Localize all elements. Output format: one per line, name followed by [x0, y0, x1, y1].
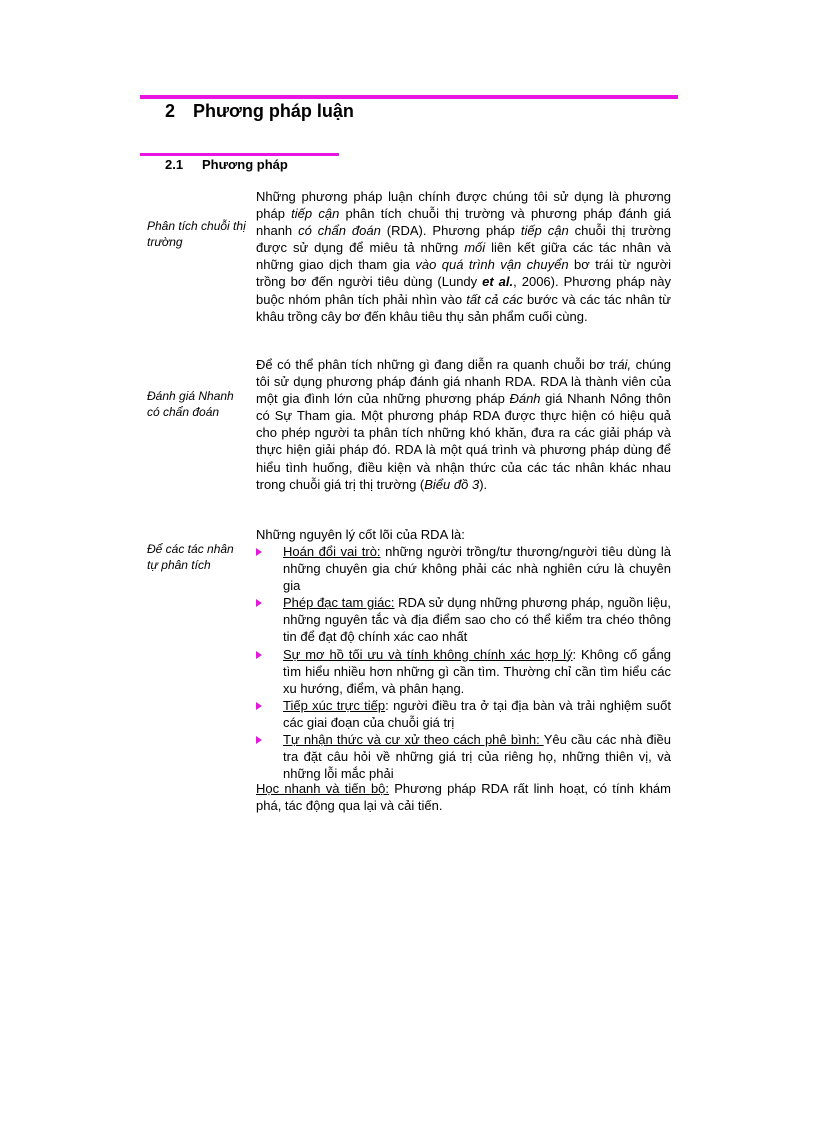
principle-term: Tự nhận thức và cư xử theo cách phê bình:: [283, 732, 544, 748]
subsection-number: 2.1: [165, 157, 184, 172]
section-title: Phương pháp luận: [193, 101, 354, 121]
section-number: 2: [165, 101, 176, 121]
bullet-arrow-icon: [256, 548, 262, 556]
principles-list: [256, 543, 671, 782]
paragraph-market-chain: Những phương pháp luận chính được chúng tôi sử dụng là phương pháp tiếp cận phân tích chuỗi thị trường và phương pháp đánh giá nhanh có chẩn đoán (RDA). Phương pháp tiếp cận chuỗi thị trường được sử dụng để miêu tả những mối liên kết giữa các tác nhân và những giao dịch tham gia vào quá trình vận chuyển bơ trái từ người trồng bơ đến người tiêu dùng (Lundy et al., 2006). Phương pháp này buộc nhóm phân tích phải nhìn vào tất cả các bước và các tác nhân từ khâu trồng cây bơ đến khâu tiêu thụ sản phẩm cuối cùng.: [256, 189, 671, 324]
principle-text: : Không cố gắng tìm hiểu nhiều hơn những gì cần tìm. Thường chỉ cần tìm hiểu các xu hướng, điểm, và phân hạng.: [283, 646, 671, 696]
closing-text: Phương pháp RDA rất linh hoạt, có tính khám phá, tác động qua lại và cải tiến.: [256, 781, 671, 814]
bullet-arrow-icon: [256, 599, 262, 607]
principle-term: Phép đạc tam giác:: [283, 595, 395, 611]
section-heading: [165, 99, 354, 123]
subsection-title: Phương pháp: [202, 157, 288, 172]
closing-paragraph: [256, 780, 671, 814]
list-item: [256, 543, 671, 594]
side-label-self-analysis: Để các tác nhân tự phân tích: [147, 542, 234, 572]
side-label-rda: Đánh giá Nhanh có chẩn đoán: [147, 389, 234, 419]
principle-term: Tiếp xúc trực tiếp: [283, 697, 386, 713]
principle-text: RDA sử dụng những phương pháp, nguồn liệu, những nguyên tắc và địa điểm sao cho có thể kiểm tra chéo thông tin để đạt độ chính xác cao nhất: [283, 595, 671, 645]
bullet-arrow-icon: [256, 736, 262, 744]
paragraph-rda: Để có thể phân tích những gì đang diễn ra quanh chuỗi bơ trái, chúng tôi sử dụng phương pháp đánh giá nhanh RDA. RDA là thành viên của một gia đình lớn của những phương pháp Đánh giá Nhanh Nông thôn có Sự Tham gia. Một phương pháp RDA được thực hiện có hiệu quả cho phép người ta phân tích những khó khăn, đưa ra các giải pháp và thực hiện giải pháp đó. RDA là một quá trình và phương pháp dùng để hiểu tình huống, điều kiện và nhận thức của các tác nhân khác nhau trong chuỗi giá trị thị trường (Biểu đồ 3).: [256, 357, 671, 492]
closing-term: Học nhanh và tiến bộ:: [256, 781, 390, 796]
principle-text: những người trồng/tư thương/người tiêu dùng là những chuyên gia chứ không phải các nhà nghiên cứu là chuyên gia: [283, 544, 671, 594]
principle-text: Yêu cầu các nhà điều tra đặt câu hỏi về những giá trị của riêng họ, những thiên vị, và những lỗi mắc phải: [283, 732, 671, 782]
bullet-arrow-icon: [256, 651, 262, 659]
list-item: [256, 594, 671, 645]
principle-text: : người điều tra ở tại địa bàn và trải nghiệm suốt các giai đoạn của chuỗi giá trị: [283, 697, 671, 730]
principles-intro: Những nguyên lý cốt lõi của RDA là:: [256, 527, 465, 542]
principle-term: Sự mơ hồ tối ưu và tính không chính xác hợp lý: [283, 646, 573, 662]
side-label-market-chain: Phân tích chuỗi thị trường: [147, 219, 246, 249]
list-item: [256, 731, 671, 782]
list-item: [256, 697, 671, 731]
bullet-arrow-icon: [256, 702, 262, 710]
principle-term: Hoán đổi vai trò:: [283, 544, 381, 559]
subsection-heading: [165, 156, 288, 174]
list-item: [256, 646, 671, 697]
